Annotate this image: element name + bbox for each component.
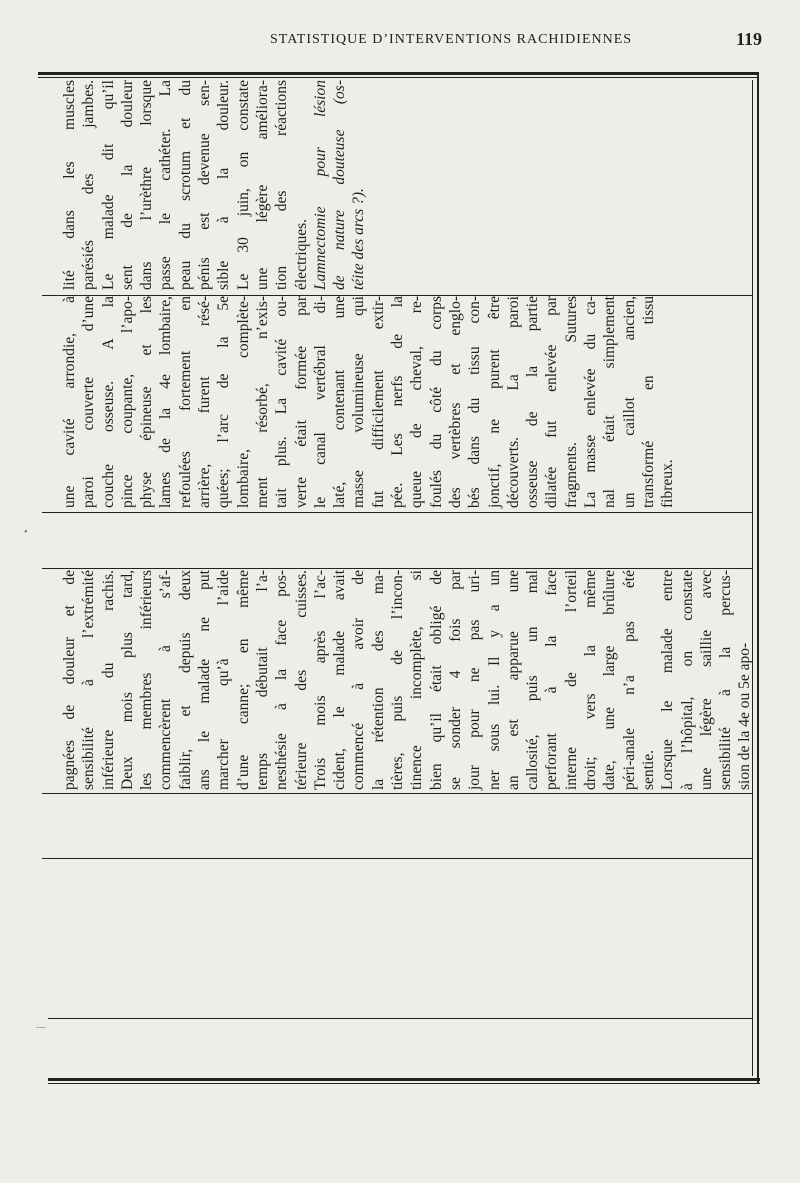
text-line: faiblir, et depuis deux <box>176 570 194 790</box>
text-line: osseuse de la partie <box>524 296 542 508</box>
text-line: tinence incomplète, si <box>408 570 426 790</box>
text-line: la rétention des ma- <box>369 570 387 790</box>
text-line: queue de cheval, re- <box>408 296 426 508</box>
text-line: ans le malade ne put <box>196 570 214 790</box>
operation-column <box>60 296 678 508</box>
text-line: marcher qu’à l’aide <box>215 570 233 790</box>
column-divider <box>42 568 752 569</box>
text-line: lames de la 4e lombaire, <box>157 296 175 508</box>
text-line: bien qu’il était obligé de <box>427 570 445 790</box>
text-line: tières, puis de l’incon- <box>389 570 407 790</box>
observations-column <box>60 570 755 790</box>
table-top-border <box>38 72 758 75</box>
text-line: droit; vers la même <box>582 570 600 790</box>
text-line: commencèrent à s’af- <box>157 570 175 790</box>
text-line: ner sous lui. Il y a un <box>485 570 503 790</box>
italic-text-line: de nature douteuse (os- <box>331 80 349 290</box>
text-line: sent de la douleur <box>118 80 136 290</box>
text-line: sensibilité à la percus- <box>717 570 735 790</box>
text-line: des vertèbres et englo- <box>446 296 464 508</box>
text-line: lombaire, complète- <box>234 296 252 508</box>
text-line: dans l’urèthre lorsque <box>138 80 156 290</box>
text-line: tion des réactions <box>273 80 291 290</box>
ink-speck: — <box>36 1022 46 1033</box>
text-line: dilatée fut enlevée par <box>543 296 561 508</box>
column-divider <box>48 1018 752 1019</box>
text-line: an est apparue une <box>504 570 522 790</box>
text-line: passe le cathéter. La <box>157 80 175 290</box>
column-divider <box>42 858 752 859</box>
text-line: une cavité arrondie, à <box>61 296 78 508</box>
text-line: électriques. <box>292 218 310 290</box>
italic-text-line: téite des arcs ?). <box>350 188 368 290</box>
running-title: STATISTIQUE D’INTERVENTIONS RACHIDIENNES <box>270 32 633 47</box>
text-line: transformé en tissu <box>639 296 657 508</box>
column-divider <box>42 512 752 513</box>
text-line: physe épineuse et les <box>138 296 156 508</box>
column-divider <box>42 793 752 794</box>
ink-speck: • <box>24 527 28 538</box>
text-line: tait plus. La cavité ou- <box>273 296 291 508</box>
text-line: péri-anale n’a pas été <box>620 570 638 790</box>
text-line: peau du scrotum et du <box>176 80 194 290</box>
table-bottom-border-inner <box>48 1083 760 1084</box>
text-line: La masse enlevée du ca- <box>582 296 600 508</box>
text-line: pée. Les nerfs de la <box>389 296 407 508</box>
text-line: fragments. Sutures <box>562 296 580 508</box>
text-line: une légère saillie avec <box>697 570 715 790</box>
text-line: callosité, puis un mal <box>524 570 542 790</box>
text-line: un caillot ancien, <box>620 296 638 508</box>
text-line: nal était simplement <box>601 296 619 508</box>
text-line: couche osseuse. A la <box>99 296 117 508</box>
text-line: paroi couverte d’une <box>80 296 98 508</box>
text-line: bés dans du tissu con- <box>466 296 484 508</box>
text-line: ment résorbé, n’exis- <box>253 296 271 508</box>
text-line: se sonder 4 fois par <box>446 570 464 790</box>
text-line: commencé à avoir de <box>350 570 368 790</box>
text-line: inférieure du rachis. <box>99 570 117 790</box>
text-line: date, une large brûlure <box>601 570 619 790</box>
text-line: pénis est devenue sen- <box>196 80 214 290</box>
text-line: cident, le malade avait <box>331 570 349 790</box>
text-line: sible à la douleur. <box>215 80 233 290</box>
text-line: une légère améliora- <box>253 80 271 290</box>
text-line: parésiés des jambes. <box>80 80 98 290</box>
text-line: pince coupante, l’apo- <box>118 296 136 508</box>
text-line: lité dans les muscles <box>61 80 78 290</box>
text-line: le canal vertébral di- <box>311 296 329 508</box>
text-line: sion de la 4e ou 5e apo- <box>736 642 754 790</box>
text-line: laté, contenant une <box>331 296 349 508</box>
text-line: jonctif, ne purent être <box>485 296 503 508</box>
text-line: verte était formée par <box>292 296 310 508</box>
text-line: masse volumineuse qui <box>350 296 368 508</box>
text-line: nesthésie à la face pos- <box>273 570 291 790</box>
text-line: Le malade dit qu’il <box>99 80 117 290</box>
italic-text-line: Lamnectomie pour lésion <box>311 80 329 290</box>
text-line: Le 30 juin, on constate <box>234 80 252 290</box>
text-line: perforant à la face <box>543 570 561 790</box>
page-number: 119 <box>735 29 762 49</box>
text-line: les membres inférieurs <box>138 570 156 790</box>
text-line: Lorsque le malade entre <box>659 570 677 790</box>
table-right-border <box>757 72 759 1084</box>
text-line: jour pour ne pas uri- <box>466 570 484 790</box>
text-line: quées; l’arc de la 5e <box>215 296 233 508</box>
text-line: foulés du côté du corps <box>427 296 445 508</box>
text-line: arrière, furent résé- <box>196 296 214 508</box>
text-line: d’une canne; en même <box>234 570 252 790</box>
table-bottom-border <box>48 1078 760 1081</box>
text-line: sensibilité à l’extrémité <box>80 570 98 790</box>
text-line: pagnées de douleur et de <box>61 570 78 790</box>
text-line: Deux mois plus tard, <box>118 570 136 790</box>
text-line: sentie. <box>639 749 657 790</box>
table-top-border-inner <box>38 77 758 78</box>
text-line: Trois mois après l’ac- <box>311 570 329 790</box>
text-line: temps débutait l’a- <box>253 570 271 790</box>
text-line: fut difficilement extir- <box>369 296 387 508</box>
text-line: à l’hôpital, on constate <box>678 570 696 790</box>
text-line: refoulées fortement en <box>176 296 194 508</box>
results-column <box>60 80 369 290</box>
text-line: térieure des cuisses. <box>292 570 310 790</box>
text-line: fibreux. <box>659 459 677 508</box>
text-line: interne de l’orteil <box>562 570 580 790</box>
text-line: découverts. La paroi <box>504 296 522 508</box>
